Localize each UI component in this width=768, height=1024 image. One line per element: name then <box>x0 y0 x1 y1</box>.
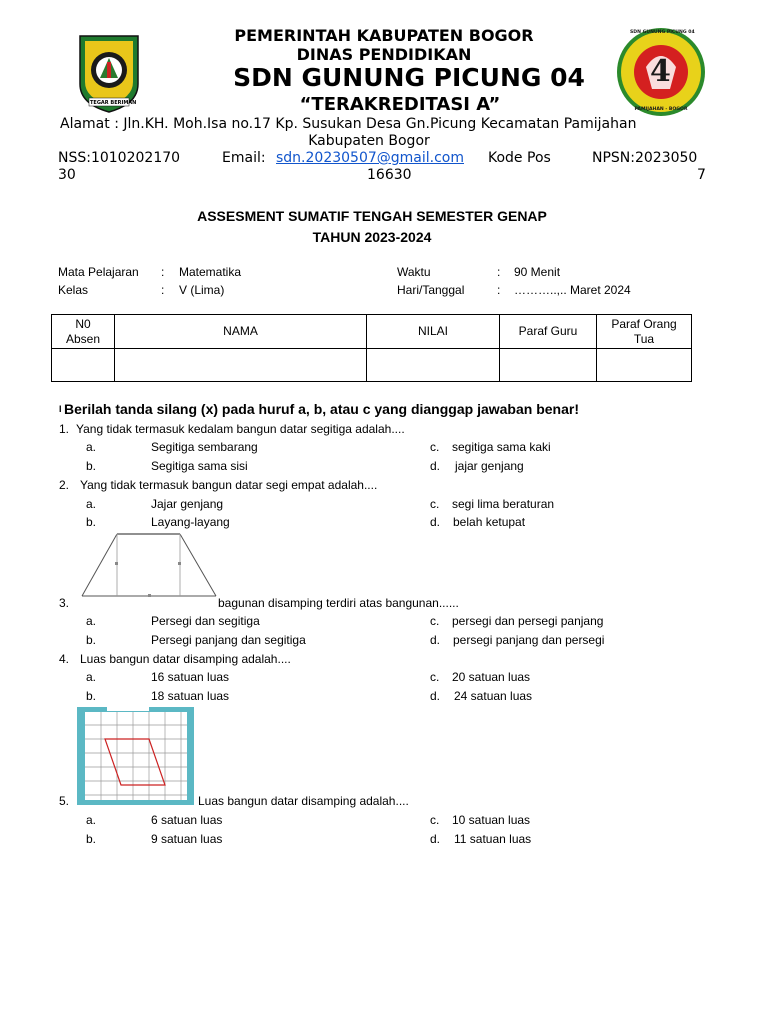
q4-option-a[interactable]: 16 satuan luas <box>151 670 230 684</box>
q1-letter-c[interactable]: c. <box>430 440 440 454</box>
q3-trapezoid-figure <box>80 531 220 601</box>
q1-text: Yang tidak termasuk kedalam bangun datar segitiga adalah.... <box>76 422 405 436</box>
header-school-name: SDN GUNUNG PICUNG 04 <box>233 63 585 92</box>
q4-text: Luas bangun datar disamping adalah.... <box>80 652 291 666</box>
q5-option-b[interactable]: 9 satuan luas <box>151 832 223 846</box>
q3-letter-b[interactable]: b. <box>86 633 97 647</box>
q2-number: 2. <box>59 478 70 492</box>
col-parent-line2: Tua <box>633 331 655 346</box>
school-logo-number: 4 <box>650 54 671 89</box>
exam-year: TAHUN 2023-2024 <box>312 229 432 245</box>
header-postal-label: Kode Pos <box>488 150 551 166</box>
exam-title: ASSESMENT SUMATIF TENGAH SEMESTER GENAP <box>197 208 547 224</box>
q5-letter-c[interactable]: c. <box>430 813 440 827</box>
header-postal-code: 16630 <box>367 167 412 183</box>
q2-option-b[interactable]: Layang-layang <box>151 515 230 529</box>
q3-text: bagunan disamping terdiri atas bangunan...... <box>218 596 459 610</box>
q3-letter-d[interactable]: d. <box>430 633 441 647</box>
instruction-marker: I <box>59 404 62 414</box>
col-header-parent-sign <box>597 315 692 349</box>
class-value: V (Lima) <box>179 283 225 297</box>
q3-option-a[interactable]: Persegi dan segitiga <box>151 614 260 628</box>
q5-letter-d[interactable]: d. <box>430 832 441 846</box>
q2-letter-c[interactable]: c. <box>430 497 440 511</box>
q2-letter-a[interactable]: a. <box>86 497 97 511</box>
q4-letter-a[interactable]: a. <box>86 670 97 684</box>
q3-letter-c[interactable]: c. <box>430 614 440 628</box>
logo-left-motto: TEGAR BERIMAN <box>90 100 137 106</box>
header-government: PEMERINTAH KABUPATEN BOGOR <box>234 26 534 45</box>
q4-number: 4. <box>59 652 70 666</box>
date-label: Hari/Tanggal <box>397 283 465 297</box>
header-email-label: Email: <box>222 150 266 166</box>
q4-letter-b[interactable]: b. <box>86 689 97 703</box>
q1-option-c[interactable]: segitiga sama kaki <box>452 440 551 454</box>
q1-option-a[interactable]: Segitiga sembarang <box>151 440 258 454</box>
col-no-line2: Absen <box>65 331 101 346</box>
q3-option-d[interactable]: persegi panjang dan persegi <box>453 633 605 647</box>
col-header-teacher-sign: Paraf Guru <box>500 315 597 349</box>
date-value: ………..,.. Maret 2024 <box>514 283 631 297</box>
cell-score[interactable] <box>367 349 500 382</box>
cell-name[interactable] <box>115 349 367 382</box>
header-accreditation: “TERAKREDITASI A” <box>299 94 501 115</box>
q4-letter-c[interactable]: c. <box>430 670 440 684</box>
q5-grid-figure <box>77 707 194 805</box>
subject-colon: : <box>161 265 165 279</box>
time-value: 90 Menit <box>514 265 561 279</box>
school-logo-top-text: SDN GUNUNG PICUNG 04 <box>630 30 695 35</box>
q1-option-d[interactable]: jajar genjang <box>455 459 524 473</box>
header-address-line2: Kabupaten Bogor <box>308 133 430 149</box>
q3-option-c[interactable]: persegi dan persegi panjang <box>452 614 604 628</box>
time-label: Waktu <box>397 265 431 279</box>
q5-option-a[interactable]: 6 satuan luas <box>151 813 223 827</box>
q2-option-c[interactable]: segi lima beraturan <box>452 497 555 511</box>
q5-option-c[interactable]: 10 satuan luas <box>452 813 531 827</box>
q5-option-d[interactable]: 11 satuan luas <box>454 832 532 846</box>
school-logo-bottom-text: PAMIJAHAN - BOGOR <box>634 107 688 112</box>
q5-letter-b[interactable]: b. <box>86 832 97 846</box>
cell-no-absen[interactable] <box>52 349 115 382</box>
q2-letter-d[interactable]: d. <box>430 515 441 529</box>
class-label: Kelas <box>58 283 89 297</box>
q2-text: Yang tidak termasuk bangun datar segi empat adalah.... <box>80 478 378 492</box>
q2-letter-b[interactable]: b. <box>86 515 97 529</box>
q1-option-b[interactable]: Segitiga sama sisi <box>151 459 248 473</box>
q1-number: 1. <box>59 422 70 436</box>
col-header-score: NILAI <box>367 315 500 349</box>
q4-option-d[interactable]: 24 satuan luas <box>454 689 533 703</box>
q2-option-d[interactable]: belah ketupat <box>453 515 526 529</box>
header-department: DINAS PENDIDIKAN <box>296 45 472 64</box>
q5-text: Luas bangun datar disamping adalah.... <box>198 794 409 808</box>
header-npsn-continued: 7 <box>697 167 706 183</box>
q1-letter-d[interactable]: d. <box>430 459 441 473</box>
header-address-line1: Alamat : Jln.KH. Moh.Isa no.17 Kp. Susukan Desa Gn.Picung Kecamatan Pamijahan <box>60 116 637 132</box>
col-no-line1: N0 <box>75 316 91 331</box>
cell-parent-sign[interactable] <box>597 349 692 382</box>
q1-letter-b[interactable]: b. <box>86 459 97 473</box>
q5-number: 5. <box>59 794 70 808</box>
q4-letter-d[interactable]: d. <box>430 689 441 703</box>
q2-option-a[interactable]: Jajar genjang <box>151 497 224 511</box>
class-colon: : <box>161 283 165 297</box>
student-identity-table <box>51 314 692 382</box>
time-colon: : <box>497 265 501 279</box>
date-colon: : <box>497 283 501 297</box>
q5-letter-a[interactable]: a. <box>86 813 97 827</box>
header-email-link[interactable]: sdn.20230507@gmail.com <box>276 150 464 166</box>
col-parent-line1: Paraf Orang <box>611 316 677 331</box>
subject-label: Mata Pelajaran <box>58 265 139 279</box>
instruction-text: Berilah tanda silang (x) pada huruf a, b, atau c yang dianggap jawaban benar! <box>64 401 579 417</box>
col-header-name: NAMA <box>115 315 367 349</box>
q4-option-b[interactable]: 18 satuan luas <box>151 689 230 703</box>
q3-number: 3. <box>59 596 70 610</box>
col-header-no-absen <box>52 315 115 349</box>
q1-letter-a[interactable]: a. <box>86 440 97 454</box>
q3-letter-a[interactable]: a. <box>86 614 97 628</box>
q4-option-c[interactable]: 20 satuan luas <box>452 670 531 684</box>
cell-teacher-sign[interactable] <box>500 349 597 382</box>
header-npsn: NPSN:2023050 <box>592 150 698 166</box>
q3-option-b[interactable]: Persegi panjang dan segitiga <box>151 633 306 647</box>
header-nss-continued: 30 <box>58 167 76 183</box>
subject-value: Matematika <box>179 265 242 279</box>
header-nss: NSS:1010202170 <box>58 150 181 166</box>
